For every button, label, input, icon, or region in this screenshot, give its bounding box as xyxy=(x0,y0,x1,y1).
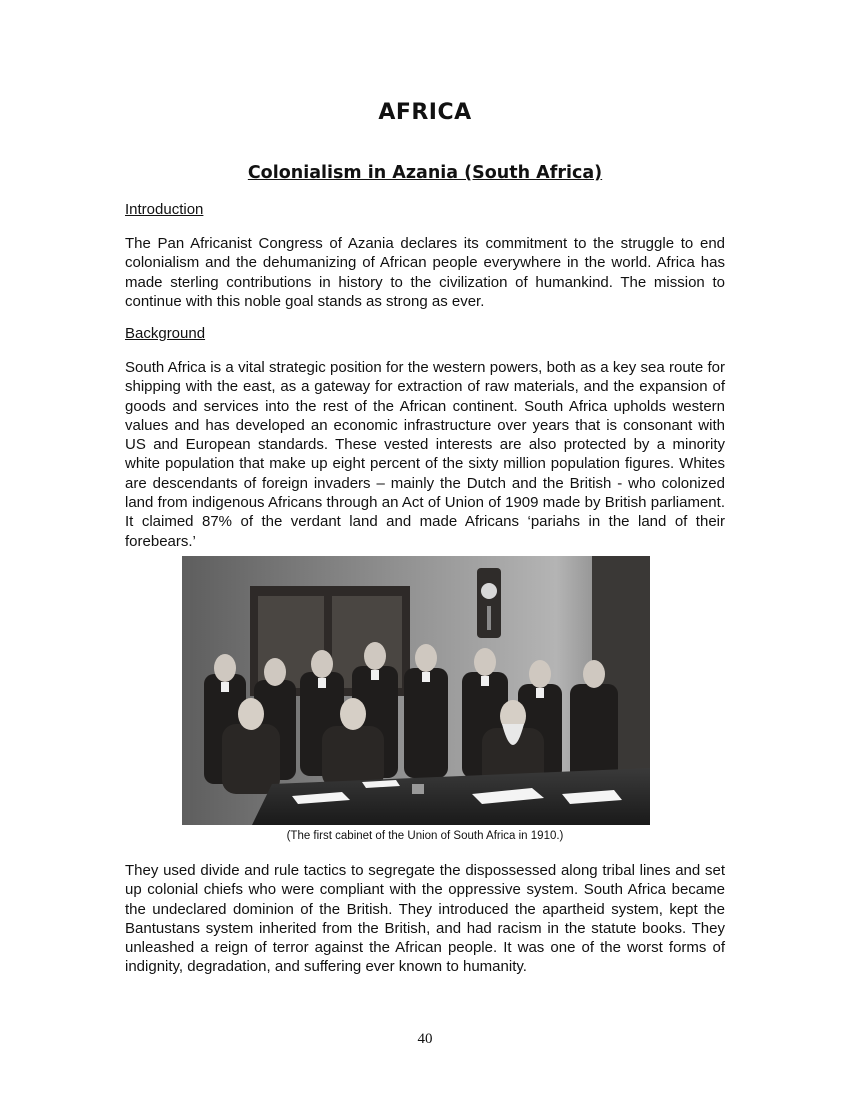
introduction-paragraph: The Pan Africanist Congress of Azania declares its commitment to the struggle to end colonialism and the dehumanizing of African people everywhere in the world. Africa has made sterling contributions in history to the civilization of humankind. The mission to continue with this noble goal stands as strong as ever. xyxy=(125,235,725,310)
introduction-heading: Introduction xyxy=(125,201,204,218)
closing-paragraph: They used divide and rule tactics to segregate the dispossessed along tribal lines and set up colonial chiefs who were compliant with the oppressive system. South Africa became the undeclared dominion of the British. They introduced the apartheid system, kept the Bantustans system inherited from the British, and had racism in the statute books. They unleashed a reign of terror against the African people. It was one of the worst forms of indignity, degradation, and suffering ever known to humanity. xyxy=(125,862,725,976)
page-number: 40 xyxy=(417,1031,433,1047)
page-title: AFRICA xyxy=(378,100,472,125)
section-title: Colonialism in Azania (South Africa) xyxy=(247,163,603,183)
background-paragraph: South Africa is a vital strategic position for the western powers, both as a key sea route for shipping with the east, as a gateway for extraction of raw materials, and the expansion of goods and services into the rest of the African continent. South Africa upholds western values and has developed an economic infrastructure over years that is consonant with US and European standards. These vested interests are also protected by a minority white population that make up eight percent of the sixty million population figures. Whites are descendants of foreign invaders – mainly the Dutch and the British - who colonized land from indigenous Africans through an Act of Union of 1909 made by British parliament. It claimed 87% of the verdant land and made Africans ‘pariahs in the land of their forebears.’ xyxy=(125,359,725,550)
background-heading: Background xyxy=(125,325,206,342)
cabinet-photo xyxy=(182,556,650,825)
photo-caption: (The first cabinet of the Union of South Africa in 1910.) xyxy=(286,830,564,842)
